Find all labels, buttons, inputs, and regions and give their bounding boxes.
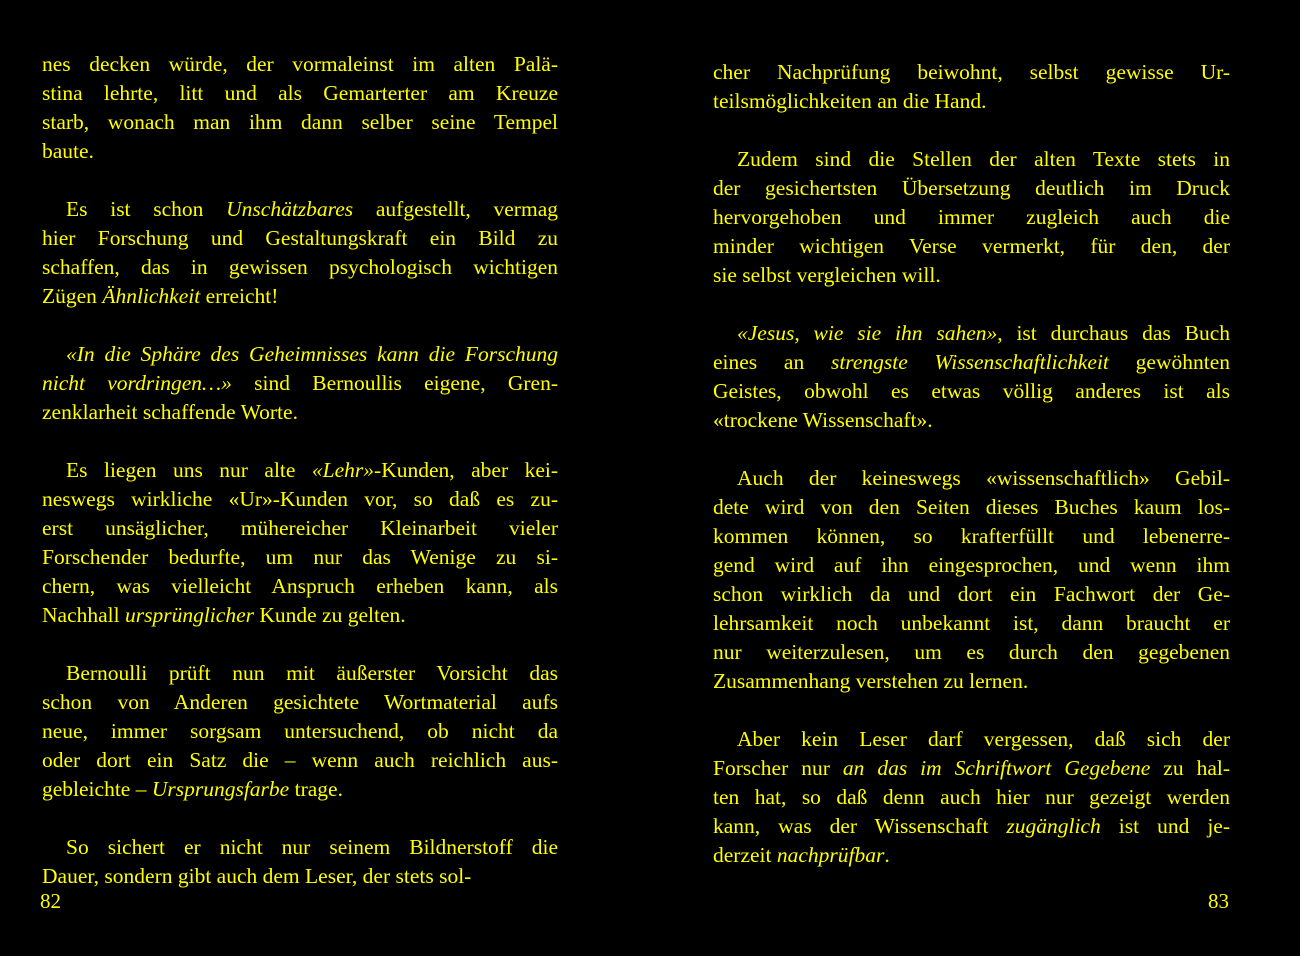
text-run: gewöhnten — [1108, 350, 1230, 374]
paragraph — [713, 319, 1230, 435]
text-run: sie selbst vergleichen will. — [713, 263, 941, 287]
text-run: hervorgehoben und immer zugleich auch die — [713, 205, 1230, 229]
text-run: Bernoulli prüft nun mit äußerster Vorsicht das — [66, 661, 558, 685]
text-run: Zudem sind die Stellen der alten Texte stets in — [737, 147, 1230, 171]
text-run: zenklarheit schaffende Worte. — [42, 400, 298, 424]
text-run: -Kunden, aber kei- — [374, 458, 559, 482]
text-run: ist und je- — [1100, 814, 1231, 838]
text-line — [713, 203, 1230, 232]
text-line — [713, 232, 1230, 261]
text-line — [713, 609, 1230, 638]
text-line — [713, 261, 1230, 290]
text-line — [42, 340, 558, 369]
text-line — [713, 667, 1230, 696]
text-run: teilsmöglichkeiten an die Hand. — [713, 89, 987, 113]
text-line — [713, 754, 1230, 783]
text-line — [713, 493, 1230, 522]
italic-text: Ähnlichkeit — [102, 284, 201, 308]
text-line — [713, 812, 1230, 841]
italic-text: Unschätzbares — [226, 197, 354, 221]
text-line — [713, 638, 1230, 667]
text-line — [42, 601, 558, 630]
text-run: schaffen, das in gewissen psychologisch wichtigen — [42, 255, 558, 279]
text-line — [42, 514, 558, 543]
text-line — [713, 58, 1230, 87]
text-line — [42, 224, 558, 253]
paragraph — [42, 456, 558, 630]
text-line — [713, 580, 1230, 609]
text-line — [42, 369, 558, 398]
italic-text: «In die Sphäre des Geheimnisses kann die Forschung — [66, 342, 558, 366]
text-line — [42, 833, 558, 862]
text-line — [713, 841, 1230, 870]
left-page-text — [42, 50, 558, 891]
paragraph — [713, 145, 1230, 290]
text-run: sind Bernoullis eigene, Gren- — [231, 371, 558, 395]
text-line — [42, 775, 558, 804]
text-run: starb, wonach man ihm dann selber seine Tempel — [42, 110, 558, 134]
italic-text: «Jesus, wie sie ihn sahen» — [737, 321, 998, 345]
text-run: dete wird von den Seiten dieses Buches kaum los- — [713, 495, 1230, 519]
italic-text: «Lehr» — [311, 458, 375, 482]
text-run: Nachhall — [42, 603, 125, 627]
text-line — [42, 79, 558, 108]
paragraph — [42, 50, 558, 166]
paragraph — [42, 659, 558, 804]
text-run: , ist durchaus das Buch — [997, 321, 1230, 345]
paragraph — [713, 58, 1230, 116]
italic-text: Ursprungsfarbe — [151, 777, 290, 801]
text-line — [713, 783, 1230, 812]
text-line — [42, 253, 558, 282]
text-run: stina lehrte, litt und als Gemarterter am Kreuze — [42, 81, 558, 105]
text-run: Geistes, obwohl es etwas völlig anderes ist als — [713, 379, 1230, 403]
text-run: . — [884, 843, 890, 867]
text-run: «trockene Wissenschaft». — [713, 408, 933, 432]
text-run: Auch der keineswegs «wissenschaftlich» Gebil- — [737, 466, 1230, 490]
text-run: trage. — [289, 777, 343, 801]
text-line — [713, 406, 1230, 435]
text-run: oder dort ein Satz die – wenn auch reichlich aus- — [42, 748, 558, 772]
text-run: Es liegen uns nur alte — [66, 458, 312, 482]
text-line — [42, 398, 558, 427]
italic-text: zugänglich — [1006, 814, 1101, 838]
text-run: neue, immer sorgsam untersuchend, ob nicht da — [42, 719, 558, 743]
right-page — [650, 0, 1300, 956]
text-run: erreicht! — [200, 284, 279, 308]
text-line — [713, 551, 1230, 580]
paragraph — [42, 833, 558, 891]
text-run: gebleichte – — [42, 777, 152, 801]
text-line — [42, 717, 558, 746]
text-line — [42, 659, 558, 688]
text-run: gend wird auf ihn eingesprochen, und wenn ihm — [713, 553, 1230, 577]
text-run: derzeit — [713, 843, 777, 867]
text-run: minder wichtigen Verse vermerkt, für den, der — [713, 234, 1230, 258]
text-run: eines an — [713, 350, 831, 374]
right-page-text — [713, 58, 1230, 870]
text-run: neswegs wirkliche «Ur»-Kunden vor, so daß es zu- — [42, 487, 558, 511]
text-run: erst unsäglicher, mühereicher Kleinarbeit vieler — [42, 516, 558, 540]
text-line — [42, 746, 558, 775]
text-line — [42, 456, 558, 485]
text-line — [713, 377, 1230, 406]
text-run: baute. — [42, 139, 94, 163]
italic-text: nachprüfbar — [776, 843, 885, 867]
text-line — [713, 145, 1230, 174]
text-line — [713, 174, 1230, 203]
text-run: nes decken würde, der vormaleinst im alten Palä- — [42, 52, 558, 76]
italic-text: ursprünglicher — [124, 603, 254, 627]
text-line — [713, 464, 1230, 493]
text-run: Dauer, sondern gibt auch dem Leser, der stets sol- — [42, 864, 472, 888]
text-line — [42, 543, 558, 572]
text-line — [42, 282, 558, 311]
text-run: Zügen — [42, 284, 103, 308]
text-run: hier Forschung und Gestaltungskraft ein Bild zu — [42, 226, 558, 250]
text-line — [713, 725, 1230, 754]
text-run: nur weiterzulesen, um es durch den gegebenen — [713, 640, 1230, 664]
paragraph — [42, 340, 558, 427]
text-line — [713, 522, 1230, 551]
text-run: chern, was vielleicht Anspruch erheben kann, als — [42, 574, 558, 598]
paragraph — [713, 464, 1230, 696]
text-line — [713, 319, 1230, 348]
italic-text: nicht vordringen…» — [42, 371, 232, 395]
text-run: So sichert er nicht nur seinem Bildnerstoff die — [66, 835, 558, 859]
text-run: kommen können, so krafterfüllt und lebenerre- — [713, 524, 1230, 548]
text-line — [713, 348, 1230, 377]
page-number-left: 82 — [40, 889, 61, 913]
text-line — [42, 108, 558, 137]
text-line — [42, 688, 558, 717]
text-line — [42, 572, 558, 601]
text-run: zu hal- — [1150, 756, 1230, 780]
italic-text: strengste Wissenschaftlichkeit — [830, 350, 1109, 374]
text-run: schon von Anderen gesichtete Wortmaterial aufs — [42, 690, 558, 714]
text-line — [42, 862, 558, 891]
paragraph — [713, 725, 1230, 870]
text-run: der gesichertsten Übersetzung deutlich im Druck — [713, 176, 1230, 200]
text-run: Es ist schon — [66, 197, 227, 221]
text-line — [42, 50, 558, 79]
text-line — [42, 137, 558, 166]
text-line — [42, 195, 558, 224]
text-run: schon wirklich da und dort ein Fachwort der Ge- — [713, 582, 1230, 606]
text-run: Zusammenhang verstehen zu lernen. — [713, 669, 1029, 693]
text-run: Aber kein Leser darf vergessen, daß sich der — [737, 727, 1230, 751]
text-line — [713, 87, 1230, 116]
text-run: ten hat, so daß denn auch hier nur gezeigt werden — [713, 785, 1230, 809]
text-run: lehrsamkeit noch unbekannt ist, dann braucht er — [713, 611, 1230, 635]
italic-text: an das im Schriftwort Gegebene — [842, 756, 1151, 780]
text-run: aufgestellt, vermag — [353, 197, 558, 221]
paragraph — [42, 195, 558, 311]
text-run: Forscher nur — [713, 756, 843, 780]
page-number-right: 83 — [1208, 889, 1229, 913]
text-line — [42, 485, 558, 514]
text-run: Kunde zu gelten. — [253, 603, 406, 627]
text-run: kann, was der Wissenschaft — [713, 814, 1007, 838]
text-run: Forschender bedurfte, um nur das Wenige zu si- — [42, 545, 558, 569]
text-run: cher Nachprüfung beiwohnt, selbst gewisse Ur- — [713, 60, 1230, 84]
